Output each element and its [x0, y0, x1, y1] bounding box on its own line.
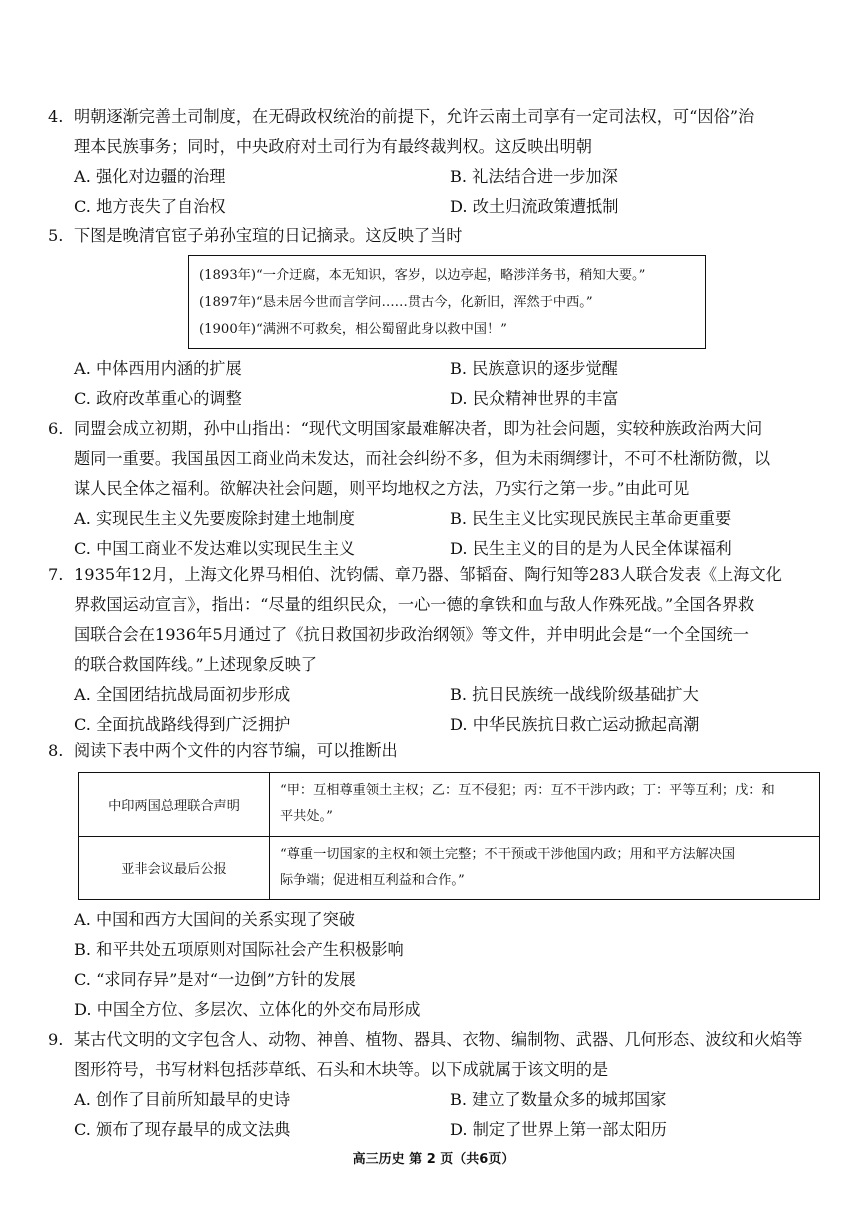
- question-stem: 的联合救国阵线。”上述现象反映了: [74, 655, 317, 674]
- diary-entry: (1897年)“恳未居今世而言学问……贯古今，化新旧，浑然于中西。”: [199, 295, 593, 310]
- question-5-options: [48, 354, 833, 414]
- option-b[interactable]: B. 礼法结合进一步加深: [450, 167, 618, 186]
- question-stem: 理本民族事务；同时，中央政府对土司行为有最终裁判权。这反映出明朝: [74, 137, 592, 156]
- option-d[interactable]: D. 中国全方位、多层次、立体化的外交布局形成: [74, 1000, 421, 1019]
- option-a[interactable]: A. 中体西用内涵的扩展: [74, 359, 242, 378]
- question-stem: 界救国运动宣言》，指出：“尽量的组织民众，一心一德的拿铁和血与敌人作殊死战。”全国各界救: [74, 595, 755, 614]
- option-d[interactable]: D. 民生主义的目的是为人民全体谋福利: [450, 539, 732, 558]
- page-footer: 高三历史 第 2 页（共6页）: [352, 1152, 515, 1167]
- question-number: 9.: [48, 1030, 64, 1049]
- option-c[interactable]: C. 政府改革重心的调整: [74, 389, 242, 408]
- option-b[interactable]: B. 和平共处五项原则对国际社会产生积极影响: [74, 940, 404, 959]
- option-a[interactable]: A. 全国团结抗战局面初步形成: [74, 685, 291, 704]
- question-9: [48, 1025, 833, 1145]
- question-number: 5.: [48, 226, 64, 245]
- option-b[interactable]: B. 抗日民族统一战线阶级基础扩大: [450, 685, 699, 704]
- question-4: [48, 102, 833, 222]
- question-6: [48, 414, 833, 564]
- diary-entry: (1900年)“满洲不可救矣，相公蜀留此身以救中国！”: [199, 322, 507, 337]
- question-stem: 谋人民全体之福利。欲解决社会问题，则平均地权之方法，乃实行之第一步。”由此可见: [74, 479, 690, 498]
- question-stem: 阅读下表中两个文件的内容节编，可以推断出: [74, 741, 398, 760]
- question-stem: 同盟会成立初期，孙中山指出：“现代文明国家最难解决者，即为社会问题，实较种族政治两大问: [74, 419, 763, 438]
- option-a[interactable]: A. 强化对边疆的治理: [74, 167, 226, 186]
- question-number: 4.: [48, 107, 64, 126]
- question-stem: 明朝逐渐完善土司制度，在无碍政权统治的前提下，允许云南土司享有一定司法权，可“因俗”治: [74, 107, 755, 126]
- document-content: “尊重一切国家的主权和领土完整；不干预或干涉他国内政；用和平方法解决国 际争端；促进相互利益和合作。”: [270, 836, 820, 900]
- option-b[interactable]: B. 民生主义比实现民族民主革命更重要: [450, 509, 732, 528]
- option-d[interactable]: D. 制定了世界上第一部太阳历: [450, 1120, 667, 1139]
- option-c[interactable]: C. 地方丧失了自治权: [74, 197, 226, 216]
- option-c[interactable]: C. 颁布了现存最早的成文法典: [74, 1120, 291, 1139]
- question-stem: 题同一重要。我国虽因工商业尚未发达，而社会纠纷不多，但为未雨绸缪计，不可不杜渐防微，以: [74, 449, 771, 468]
- documents-table: [78, 772, 820, 900]
- option-a[interactable]: A. 中国和西方大国间的关系实现了突破: [74, 910, 355, 929]
- option-d[interactable]: D. 改土归流政策遭抵制: [450, 197, 619, 216]
- question-stem: 图形符号，书写材料包括莎草纸、石头和木块等。以下成就属于该文明的是: [74, 1060, 609, 1079]
- question-stem: 某古代文明的文字包含人、动物、神兽、植物、器具、衣物、编制物、武器、几何形态、波纹和火焰等: [74, 1030, 803, 1049]
- question-number: 6.: [48, 419, 64, 438]
- option-a[interactable]: A. 创作了目前所知最早的史诗: [74, 1090, 291, 1109]
- option-c[interactable]: C. “求同存异”是对“一边倒”方针的发展: [74, 970, 356, 989]
- document-name: 亚非会议最后公报: [79, 836, 270, 900]
- question-5: [48, 221, 833, 251]
- option-b[interactable]: B. 建立了数量众多的城邦国家: [450, 1090, 667, 1109]
- diary-entry: (1893年)“一介迂腐，本无知识，客岁，以边亭起，略涉洋务书，稍知大要。”: [199, 268, 646, 283]
- option-a[interactable]: A. 实现民生主义先要废除封建土地制度: [74, 509, 355, 528]
- question-8-options: [48, 905, 833, 1025]
- table-row: [79, 836, 820, 900]
- question-8: [48, 736, 833, 766]
- question-stem: 下图是晚清官宦子弟孙宝瑄的日记摘录。这反映了当时: [74, 226, 463, 245]
- table-row: [79, 773, 820, 837]
- option-c[interactable]: C. 中国工商业不发达难以实现民生主义: [74, 539, 356, 558]
- document-name: 中印两国总理联合声明: [79, 773, 270, 837]
- question-stem: 1935年12月，上海文化界马相伯、沈钧儒、章乃器、邹韬奋、陶行知等283人联合发表《上海文化: [74, 565, 782, 584]
- option-d[interactable]: D. 中华民族抗日救亡运动掀起高潮: [450, 715, 700, 734]
- question-7: [48, 560, 833, 740]
- question-number: 8.: [48, 741, 64, 760]
- diary-excerpt-box: [188, 255, 706, 349]
- document-content: “甲：互相尊重领土主权；乙：互不侵犯；丙：互不干涉内政；丁：平等互利；戊：和 平共处。”: [270, 773, 820, 837]
- option-b[interactable]: B. 民族意识的逐步觉醒: [450, 359, 618, 378]
- question-stem: 国联合会在1936年5月通过了《抗日救国初步政治纲领》等文件，并申明此会是“一个全国统一: [74, 625, 749, 644]
- question-number: 7.: [48, 565, 64, 584]
- option-d[interactable]: D. 民众精神世界的丰富: [450, 389, 619, 408]
- option-c[interactable]: C. 全面抗战路线得到广泛拥护: [74, 715, 291, 734]
